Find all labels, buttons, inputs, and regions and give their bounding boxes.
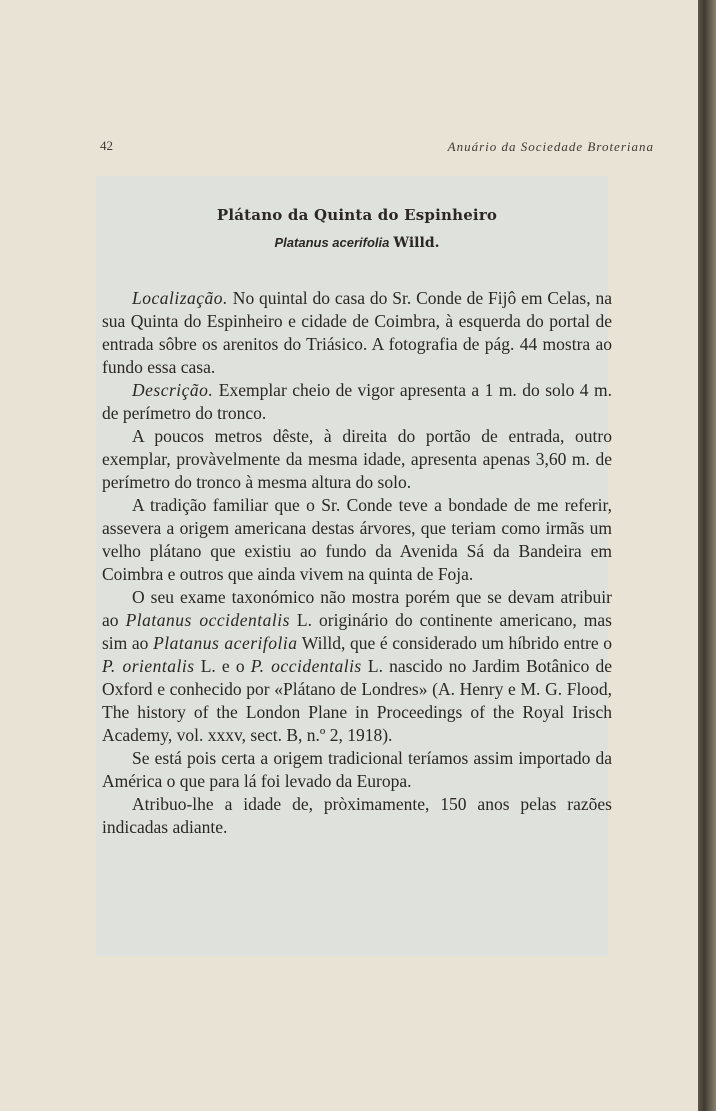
species-mention: P. occidentalis: [250, 656, 362, 676]
species-mention: Platanus acerifolia: [153, 633, 298, 653]
article: [102, 203, 612, 839]
paragraph: A poucos metros dêste, à direita do portão de entrada, outro exemplar, provàvelmente da mesma idade, apresenta apenas 3,60 m. de perímetro do tronco à mesma altura do solo.: [102, 426, 612, 492]
paragraph-localizacao: [102, 287, 612, 379]
paragraph-text: L. nascido no Jardim Botânico de Oxford e conhecido por «Plátano de Londres» (A. Henry e M. G. Flood, The history of the London Plane in Proceedings of the Royal Irisch Academy, vol. xxxv, sect. B, n.º 2, 1918).: [102, 656, 612, 745]
species-mention: P. orientalis: [102, 656, 195, 676]
paragraph-text: L. originário do continente americano, mas sim ao: [102, 610, 612, 653]
page-header: [100, 138, 654, 162]
paragraph: Atribuo-lhe a idade de, pròximamente, 150 anos pelas razões indicadas adiante.: [102, 794, 612, 837]
book-edge: [698, 0, 716, 1111]
section-lead-localizacao: Localização.: [132, 288, 228, 308]
paragraph-text: Willd, que é considerado um híbrido entre o: [297, 633, 612, 653]
paragraph-text: L. e o: [194, 656, 251, 676]
species-authority: Willd.: [393, 235, 440, 251]
article-title: Plátano da Quinta do Espinheiro: [216, 206, 498, 224]
paragraph-descricao: [102, 379, 612, 425]
paragraph-taxonomy: [102, 586, 612, 747]
page-number: 42: [100, 138, 113, 153]
species-mention: Platanus occidentalis: [125, 610, 290, 630]
species-name: Platanus acerifolia: [274, 235, 390, 250]
paragraph: A tradição familiar que o Sr. Conde teve a bondade de me referir, assevera a origem americana destas árvores, que teriam como irmãs um velho plátano que existiu ao fundo da Avenida Sá da Bandeira em Coimbra e outros que ainda vivem na quinta de Foja.: [102, 495, 612, 584]
running-title: Anuário da Sociedade Broteriana: [447, 139, 654, 154]
species-line: [102, 231, 612, 255]
paragraph-text: Exemplar cheio de vigor apresenta a 1 m. do solo 4 m. de perímetro do tronco.: [102, 380, 612, 423]
paragraph-text: No quintal do casa do Sr. Conde de Fijô em Celas, na sua Quinta do Espinheiro e cidade de Coimbra, à esquerda do portal de entrada sôbre os arenitos do Triásico. A fotografia de pág. 44 mostra ao fundo essa casa.: [102, 288, 612, 377]
section-lead-descricao: Descrição.: [132, 380, 214, 400]
paragraph-text: O seu exame taxonómico não mostra porém que se devam atribuir ao: [102, 587, 612, 630]
paragraph: Se está pois certa a origem tradicional teríamos assim importado da América o que para lá foi levado da Europa.: [102, 748, 612, 791]
article-body: [102, 287, 612, 839]
